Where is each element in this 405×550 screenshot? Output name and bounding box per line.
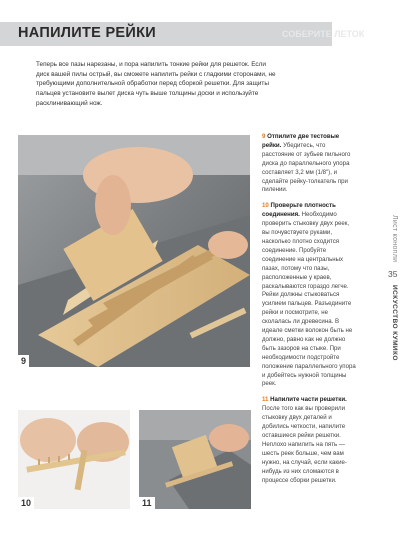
photo-test-strips xyxy=(18,135,250,367)
intro-text: Теперь все пазы нарезаны, и пора напилить тонкие рейки для решеток. Если диск вашей пилы острый, вы сможете напилить рейки с гладкими сторонами, не требующими дополнительной обработки перед сборкой решетки. Для защиты пальцев установите вылет диска чуть выше толщины доски и используйте расклинивающий нож. xyxy=(36,61,276,107)
photo-number-9: 9 xyxy=(18,355,29,367)
page-title: НАПИЛИТЕ РЕЙКИ xyxy=(18,25,156,41)
step-11-number: 11 xyxy=(262,396,269,404)
photo-number-10: 10 xyxy=(18,497,34,509)
header-bar xyxy=(0,22,365,46)
step-10-title: Проверьте плотность соединения. xyxy=(262,202,336,219)
intro-paragraph xyxy=(36,60,276,109)
step-11 xyxy=(262,396,358,485)
step-10-text: Необходимо проверить стыковку двух реек, вы почувствуете руками, насколько плотно сходится соединение. Пробуйте соединение на центральных пазах, потому что пазы, расположенные у краев, раскалываются гораздо легче. Рейки должны стыковаться усилием пальцев. Разъедините рейки и посмотрите, не сколалась ли древесина. В идеале сметки волокон быть не должно, равно как не должно быть зазоров на стыке. При необходимости подстройте положение параллельного упора и добейтесь нужной толщины реек. xyxy=(262,211,356,388)
step-9-title: Отпилите две тестовые рейки. xyxy=(262,133,340,149)
step-10-number: 10 xyxy=(262,202,269,210)
chapter-name: Лист конопли xyxy=(391,215,398,263)
book-section: ИСКУССТВО КУМИКО xyxy=(391,285,398,361)
next-section-ghost-title: СОБЕРИТЕ ЛЕТОК xyxy=(282,29,365,39)
page-number: 35 xyxy=(388,269,398,279)
photo-test-strips-image xyxy=(18,135,250,367)
steps-column xyxy=(262,133,358,492)
photo-cut-parts xyxy=(139,410,251,509)
photo-check-fit-image xyxy=(18,410,130,509)
page-sidebar xyxy=(389,215,401,375)
step-11-text: После того как вы проверили стыковку двух деталей и добились четкости, напилите оставшиеся рейки решетки. Неплохо напилить на пять — шесть реек больше, чем вам нужно, на случай, если какие-нибудь из них сломаются в процессе сборки решетки. xyxy=(262,405,347,484)
step-9-text: Убедитесь, что расстояние от зубьев пильного диска до параллельного упора составляет 3,2 мм (1/8"), и сделайте рейку-толкатель при пилении. xyxy=(262,141,351,194)
step-9-number: 9 xyxy=(262,133,266,140)
step-11-title: Напилите части решетки. xyxy=(270,396,347,404)
photo-cut-parts-image xyxy=(139,410,251,509)
photo-number-11: 11 xyxy=(139,497,155,509)
photo-check-fit xyxy=(18,410,130,509)
step-10 xyxy=(262,202,358,389)
step-9 xyxy=(262,133,358,195)
